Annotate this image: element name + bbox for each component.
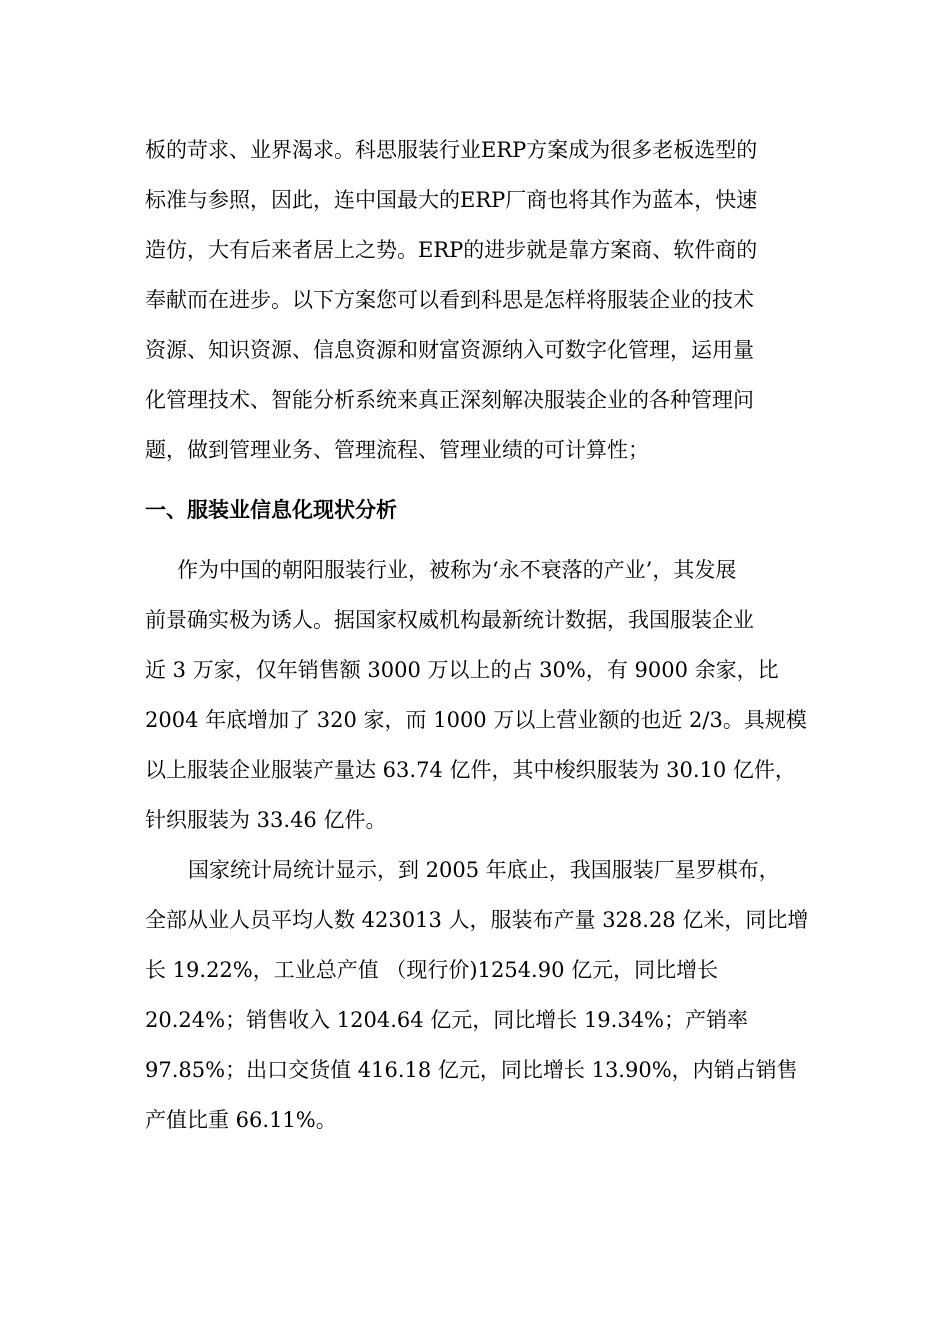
text-line: 板的苛求、业界渴求。科思服装行业ERP方案成为很多老板选型的 bbox=[145, 138, 758, 162]
text-line: 97.85%；出口交货值 416.18 亿元，同比增长 13.90%，内销占销售 bbox=[145, 1058, 798, 1082]
text-line: 造仿，大有后来者居上之势。ERP的进步就是靠方案商、软件商的 bbox=[145, 238, 758, 262]
text-line: 针织服装为 33.46 亿件。 bbox=[145, 808, 387, 832]
text-line: 国家统计局统计显示，到 2005 年底止，我国服装厂星罗棋布， bbox=[188, 858, 780, 882]
text-line: 以上服装企业服装产量达 63.74 亿件，其中梭织服装为 30.10 亿件， bbox=[145, 758, 796, 782]
text-line: 长 19.22%，工业总产值 （现行价)1254.90 亿元，同比增长 bbox=[145, 958, 719, 982]
text-line: 近 3 万家，仅年销售额 3000 万以上的占 30%，有 9000 余家，比 bbox=[145, 658, 779, 682]
text-line: 作为中国的朝阳服装行业，被称为‘永不衰落的产业’，其发展 bbox=[177, 558, 737, 582]
text-line: 2004 年底增加了 320 家，而 1000 万以上营业额的也近 2/3。具规模 bbox=[145, 708, 807, 732]
text-line: 标准与参照，因此，连中国最大的ERP厂商也将其作为蓝本，快速 bbox=[145, 188, 758, 212]
text-line: 题，做到管理业务、管理流程、管理业绩的可计算性； bbox=[145, 438, 649, 462]
text-line: 产值比重 66.11%。 bbox=[145, 1108, 337, 1132]
text-line: 前景确实极为诱人。据国家权威机构最新统计数据，我国服装企业 bbox=[145, 608, 754, 632]
text-line: 化管理技术、智能分析系统来真正深刻解决服装企业的各种管理问 bbox=[145, 388, 754, 412]
text-line: 奉献而在进步。以下方案您可以看到科思是怎样将服装企业的技术 bbox=[145, 288, 754, 312]
text-line: 全部从业人员平均人数 423013 人，服装布产量 328.28 亿米，同比增 bbox=[145, 908, 809, 932]
text-line: 资源、知识资源、信息资源和财富资源纳入可数字化管理，运用量 bbox=[145, 338, 754, 362]
section-heading: 一、服装业信息化现状分析 bbox=[145, 498, 397, 522]
text-line: 20.24%；销售收入 1204.64 亿元，同比增长 19.34%；产销率 bbox=[145, 1008, 749, 1032]
